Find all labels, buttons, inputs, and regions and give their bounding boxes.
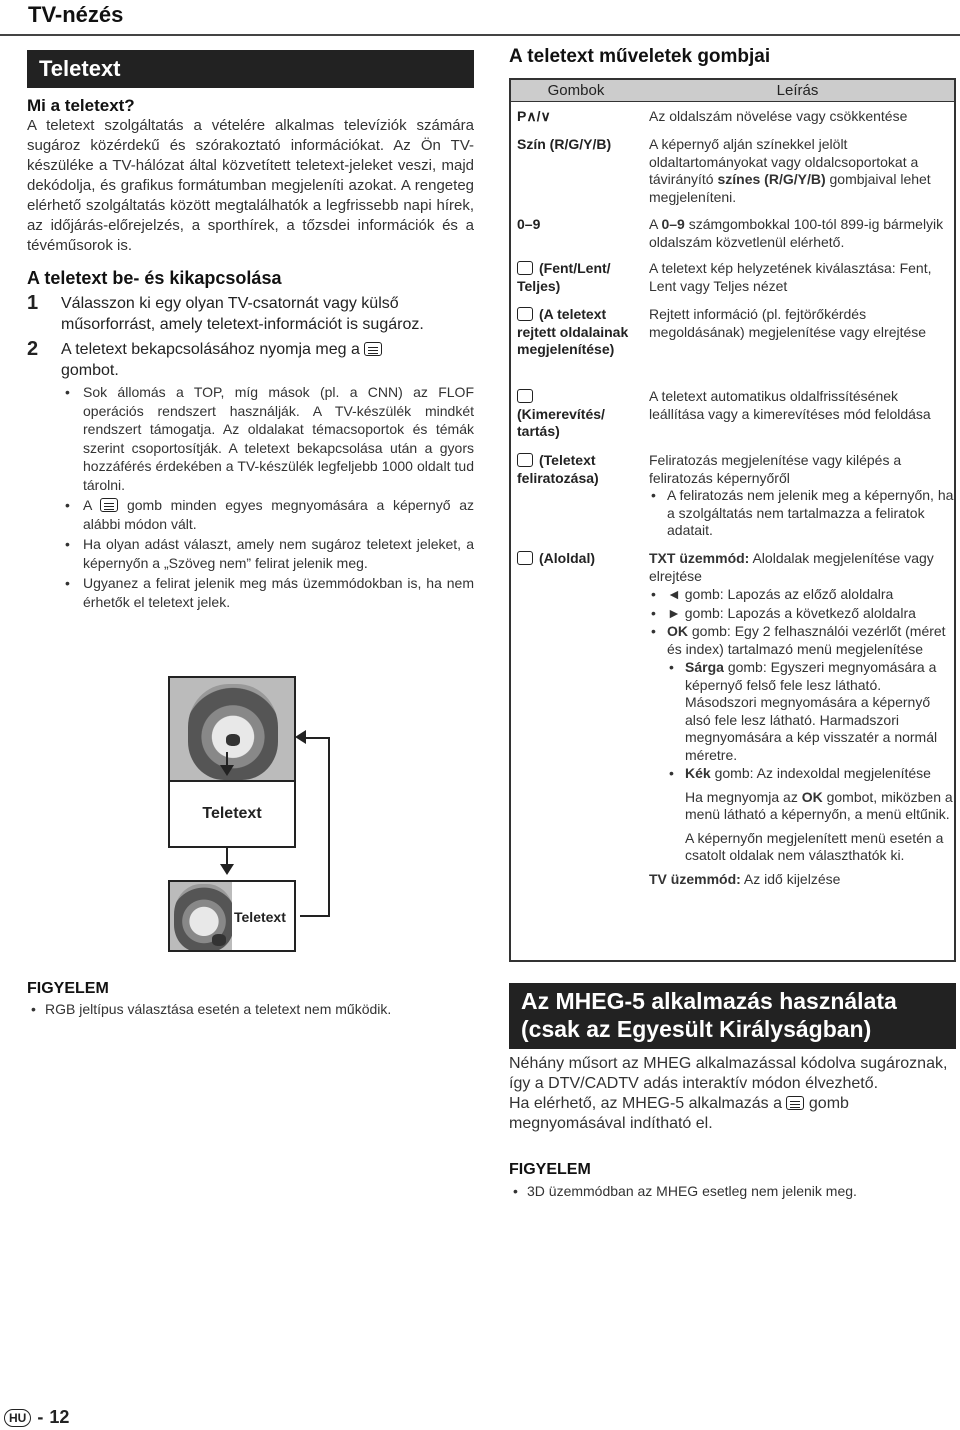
tv-image-lion-overlay (168, 880, 296, 952)
kek-rest: gomb: Az indexoldal megjelenítése (714, 765, 931, 781)
hold-icon (517, 389, 533, 403)
ok2-b: gombot, miközben a menü látható a képernyőn, a menü eltűnik. (685, 788, 953, 822)
desc-a: A (649, 216, 658, 232)
txt-bold: TXT üzemmód: (649, 550, 750, 566)
note-item: • 3D üzemmódban az MHEG esetleg nem jelenik meg. (509, 1182, 956, 1201)
menu-note: A képernyőn megjelenített menü esetén a csatolt oldalak nem választhatók ki. (685, 829, 944, 863)
language-badge: HU (4, 1409, 31, 1427)
txt-mode (649, 550, 954, 585)
key-text: (Fent/Lent/ Teljes) (517, 260, 611, 294)
teletext-screen-box: Teletext (168, 780, 296, 848)
row-key (517, 452, 637, 487)
desc-bullet: • A feliratozás nem jelenik meg a képernyőn, ha a szolgáltatás nem tartalmazza a feliratok adatait. (649, 487, 954, 540)
tv-bold: TV üzemmód: (649, 870, 741, 887)
step-number: 2 (27, 338, 39, 360)
tv-mode (649, 871, 954, 889)
ok-bold: OK (667, 623, 688, 639)
mheg-text-2b: gomb megnyomásával indítható el. (509, 1095, 849, 1132)
lion-image (174, 884, 234, 952)
kek-bold: Kék (685, 765, 711, 781)
bullet-text-a: A (83, 497, 92, 513)
note-heading: FIGYELEM (509, 1161, 591, 1178)
arrowhead-left (295, 730, 306, 744)
row-desc: A teletext kép helyzetének kiválasztása: Fent, Lent vagy Teljes nézet (649, 260, 932, 294)
intro-heading: Mi a teletext? (27, 96, 135, 115)
mheg-body (509, 1054, 956, 1201)
step-text-a: A teletext bekapcsolásához nyomja meg a (61, 341, 360, 358)
list-item: • Ha olyan adást választ, amely nem sugároz teletext jeleket, a képernyőn a „Szöveg nem” felirat jelenik meg. (61, 535, 474, 572)
col-buttons: Gombok (547, 82, 605, 99)
onoff-heading: A teletext be- és kikapcsolása (27, 268, 282, 288)
step-text-b: gombot. (61, 362, 119, 379)
ok-button-item (649, 623, 954, 658)
desc-bold: színes (R/G/Y/B) (717, 171, 826, 187)
txt-rest: Aloldalak megjelenítése vagy elrejtése (649, 550, 934, 584)
yellow-button-item (649, 659, 954, 764)
row-desc: A teletext automatikus oldalfrissítésének leállítása vagy a kimerevítéses mód feloldása (649, 388, 931, 422)
bullet-text-b: gomb minden egyes megnyomására a képernyő az alábbi módon vált. (83, 497, 474, 532)
overlay-label: Teletext (234, 909, 286, 925)
section-title-teletext: Teletext (27, 50, 474, 88)
sarga-bold: Sárga (685, 659, 724, 675)
footer-dash: - (37, 1407, 44, 1427)
row-key (517, 306, 637, 359)
subtitle-icon (517, 453, 533, 467)
mheg-text-1: Néhány műsort az MHEG alkalmazással kódolva sugároznak, így a DTV/CADTV adás interaktív módon élvezhető. (509, 1055, 948, 1092)
row-desc (649, 550, 954, 888)
intro-text: A teletext szolgáltatás a vételére alkalmas televíziók számára sugároz közérdekű és szórakoztató információkat. Az Ön TV-készüléke a TV-hálózat által közvetített teletext-jeleket veszi, majd dekódolja, és grafikus formátumban megjeleníti azokat. A rengeteg elérhető szolgáltatás között megtalálhatók a legfrissebb napi hírek, az időjárás-előrejelzés, a sporthírek, a tőzsdei információk és a tévéműsorok is. (27, 117, 474, 254)
row-key (517, 550, 637, 568)
mheg-text-2 (509, 1094, 956, 1134)
desc-text: Feliratozás megjelenítése vagy kilépés a feliratozás képernyőről (649, 452, 902, 486)
row-desc (649, 452, 954, 540)
desc-bold: 0–9 (661, 216, 685, 232)
reveal-icon (517, 307, 533, 321)
desc-b: gombjaival lehet megjeleníteni. (649, 171, 931, 205)
left-column (27, 50, 474, 611)
row-desc (649, 136, 954, 206)
key-text: (Aloldal) (539, 550, 595, 566)
ok2-bold: OK (801, 788, 823, 805)
teletext-button-icon (364, 342, 382, 356)
note-heading: FIGYELEM (27, 980, 109, 997)
mheg-text-2a: Ha elérhető, az MHEG-5 alkalmazás a (509, 1095, 782, 1112)
ok-rest: gomb: Egy 2 felhasználói vezérlőt (méret és index) tartalmazó menü megjelenítése (667, 623, 946, 657)
row-desc: Az oldalszám növelése vagy csökkentése (649, 108, 908, 124)
teletext-button-icon (100, 498, 118, 512)
key-text: (Kimerevítés/ tartás) (517, 405, 605, 439)
note-item: • RGB jeltípus választása esetén a teletext nem működik. (27, 1000, 474, 1019)
arrowhead (220, 864, 234, 875)
right-button-item: • ► gomb: Lapozás a következő aloldalra (649, 605, 954, 623)
row-desc: Rejtett információ (pl. fejtörőkérdés megoldásának) megjelenítése vagy elrejtése (649, 306, 927, 340)
left-note (27, 980, 474, 1019)
overlay-teletext-panel (232, 882, 296, 952)
list-item: • Sok állomás a TOP, míg mások (pl. a CNN) az FLOF operációs rendszert használják. A TV-készülék mindkét rendszert támogatja. Az oldalakat témacsoportok és témák szerint csoportosítják. A teletext bekapcsolása után a gyors hozzáférés érdekében a TV-készülék legfeljebb 1000 oldalt tud tárolni. (61, 383, 474, 494)
table-header (511, 80, 954, 102)
row-key: P∧/∨ (517, 108, 551, 124)
row-key: 0–9 (517, 216, 541, 232)
list-item: • Ugyanez a felirat jelenik meg más üzemmódokban is, ha nem érhetők el teletext jelek. (61, 574, 474, 611)
page-number: 12 (49, 1407, 70, 1427)
row-desc (649, 216, 954, 251)
left-button-item: • ◄ gomb: Lapozás az előző aloldalra (649, 586, 954, 604)
step-text: Válasszon ki egy olyan TV-csatornát vagy külső műsorforrást, amely teletext-információt is sugároz. (61, 295, 424, 333)
table-title: A teletext műveletek gombjai (509, 46, 771, 67)
step-1 (27, 293, 474, 335)
key-text: (A teletext rejtett oldalainak megjelenítése) (517, 306, 629, 357)
row-key (517, 260, 637, 295)
list-item (61, 496, 474, 533)
step-text (61, 339, 382, 381)
step-number: 1 (27, 292, 39, 314)
ok-note (649, 789, 954, 824)
step-2 (27, 339, 474, 381)
size-icon (517, 261, 533, 275)
mheg-section-title: Az MHEG-5 alkalmazás használata (csak az Egyesült Királyságban) (509, 983, 956, 1049)
teletext-button-icon (786, 1096, 804, 1110)
ok2-a: Ha megnyomja az (685, 788, 798, 805)
buttons-table (509, 78, 956, 962)
page-title: TV-nézés (28, 2, 124, 27)
arrowhead (220, 765, 234, 776)
desc-b: számgombokkal 100-tól 899-ig bármelyik oldalszám közvetlenül elérhető. (649, 216, 944, 250)
sarga-rest: gomb: Egyszeri megnyomására a képernyő felső fele lesz látható. Másodszori megnyomására a képernyő alsó fele lesz látható. Harmadszori megnyomására a kép visszatér a normál méretre. (685, 659, 938, 763)
col-description: Leírás (776, 82, 819, 99)
key-text: (Teletext feliratozása) (517, 452, 599, 486)
row-key: Szín (R/G/Y/B) (517, 136, 612, 152)
subpage-icon (517, 551, 533, 565)
blue-button-item (649, 765, 954, 783)
tv-rest: Az idő kijelzése (743, 870, 841, 887)
page-footer (4, 1407, 69, 1428)
return-line (300, 737, 330, 917)
row-key (517, 388, 637, 441)
page-header (0, 0, 960, 36)
desc-a: A képernyő alján színekkel jelölt oldaltartományokat vagy oldalcsoportokat a távirányító (649, 136, 919, 187)
